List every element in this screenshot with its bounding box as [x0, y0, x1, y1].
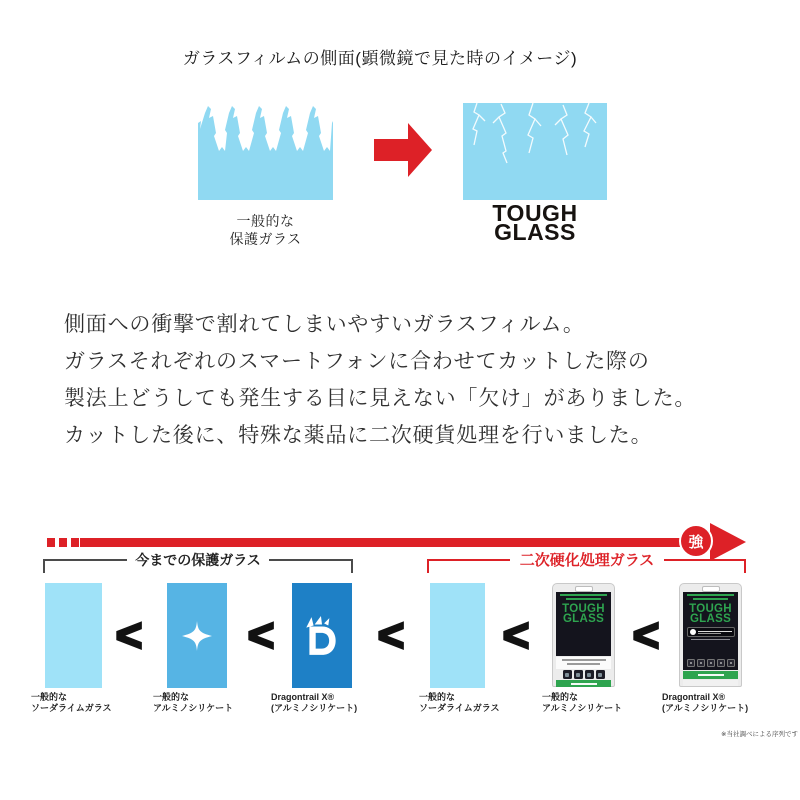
package-type-text-bar	[571, 683, 597, 685]
package-logo-line2: GLASS	[562, 613, 605, 625]
package-feature-icons	[553, 670, 614, 679]
tough-glass-logo-line2: GLASS	[494, 219, 576, 245]
package-microtext-bar	[562, 659, 606, 661]
arrow-dash	[47, 538, 55, 547]
package-type-bar	[556, 680, 611, 687]
package-bottom-strip	[683, 680, 738, 686]
group-right-label: 二次硬化処理ガラス	[510, 552, 665, 569]
less-than-symbol: <	[502, 609, 530, 661]
group-left-label: 今までの保護ガラス	[127, 552, 269, 569]
item-label: Dragontrail X® (アルミノシリケート)	[271, 692, 358, 713]
item-label: 一般的な アルミノシリケート	[153, 692, 234, 713]
package-tough-glass-logo	[683, 604, 738, 624]
crack-lines-icon	[463, 103, 607, 200]
before-glass-label	[198, 212, 333, 248]
less-than-symbol: <	[247, 609, 275, 661]
package-type-text-bar	[698, 674, 724, 676]
item-label: 一般的な アルミノシリケート	[542, 692, 623, 713]
arrow-dash	[71, 538, 79, 547]
strength-badge-label: 強	[688, 533, 704, 551]
description-paragraph	[64, 306, 774, 454]
strength-badge	[679, 524, 713, 558]
package-microtext-bar	[687, 594, 734, 596]
tough-glass-package	[552, 583, 615, 687]
package-microtext-bar	[567, 663, 600, 665]
item-label: 一般的な ソーダライムガラス	[419, 692, 500, 713]
paragraph-line: カットした後に、特殊な薬品に二次硬貨処理を行いました。	[64, 424, 653, 447]
group-left-bracket	[43, 552, 353, 574]
package-microtext-bar	[693, 598, 729, 600]
package-logo-line1: TOUGH	[689, 603, 732, 615]
item-label: Dragontrail X® (アルミノシリケート)	[662, 692, 749, 713]
footnote: ※当社調べによる序列です	[721, 731, 798, 738]
package-info-band	[556, 657, 611, 669]
package-microtext-bar	[560, 594, 607, 596]
tough-glass-graphic	[463, 103, 607, 200]
paragraph-line: 製法上どうしても発生する目に見えない「欠け」がありました。	[64, 387, 697, 410]
glass-sample-sodalime-2	[430, 583, 485, 688]
package-logo-line2: GLASS	[689, 613, 732, 625]
dragontrail-dragon-icon	[300, 615, 344, 657]
paragraph-line: 側面への衝撃で割れてしまいやすいガラスフィルム。	[64, 313, 585, 336]
jagged-glass-icon	[198, 103, 333, 200]
strength-arrow-bar	[80, 538, 690, 547]
right-arrow-icon	[374, 118, 434, 182]
glass-sample-sodalime	[45, 583, 102, 688]
paragraph-line: ガラスそれぞれのスマートフォンに合わせてカットした際の	[64, 350, 650, 373]
less-than-symbol: <	[632, 609, 660, 661]
less-than-symbol: <	[377, 609, 405, 661]
before-glass-label-line1: 一般的な	[236, 213, 295, 229]
item-label: 一般的な ソーダライムガラス	[31, 692, 112, 713]
tough-glass-dragontrail-package	[679, 583, 742, 687]
tough-glass-logo	[463, 200, 607, 245]
package-microtext-bar	[691, 639, 730, 640]
before-glass-label-line2: 保護ガラス	[229, 231, 302, 247]
glass-sample-aluminosilicate	[167, 583, 227, 688]
dragontrail-badge-icon	[690, 629, 696, 635]
package-logo-line1: TOUGH	[562, 603, 605, 615]
tough-glass-logo-line1: TOUGH	[492, 200, 578, 226]
dragontrail-badge	[687, 627, 735, 637]
arrow-dash	[59, 538, 67, 547]
package-phone-artwork	[556, 592, 611, 656]
package-tough-glass-logo	[556, 604, 611, 624]
glass-sample-dragontrail	[292, 583, 352, 688]
package-microtext-bar	[566, 598, 602, 600]
package-type-bar	[683, 671, 738, 679]
sparkle-icon	[182, 621, 212, 651]
package-feature-icons	[680, 659, 741, 667]
less-than-symbol: <	[115, 609, 143, 661]
figure-title: ガラスフィルムの側面(顕微鏡で見た時のイメージ)	[182, 49, 578, 68]
